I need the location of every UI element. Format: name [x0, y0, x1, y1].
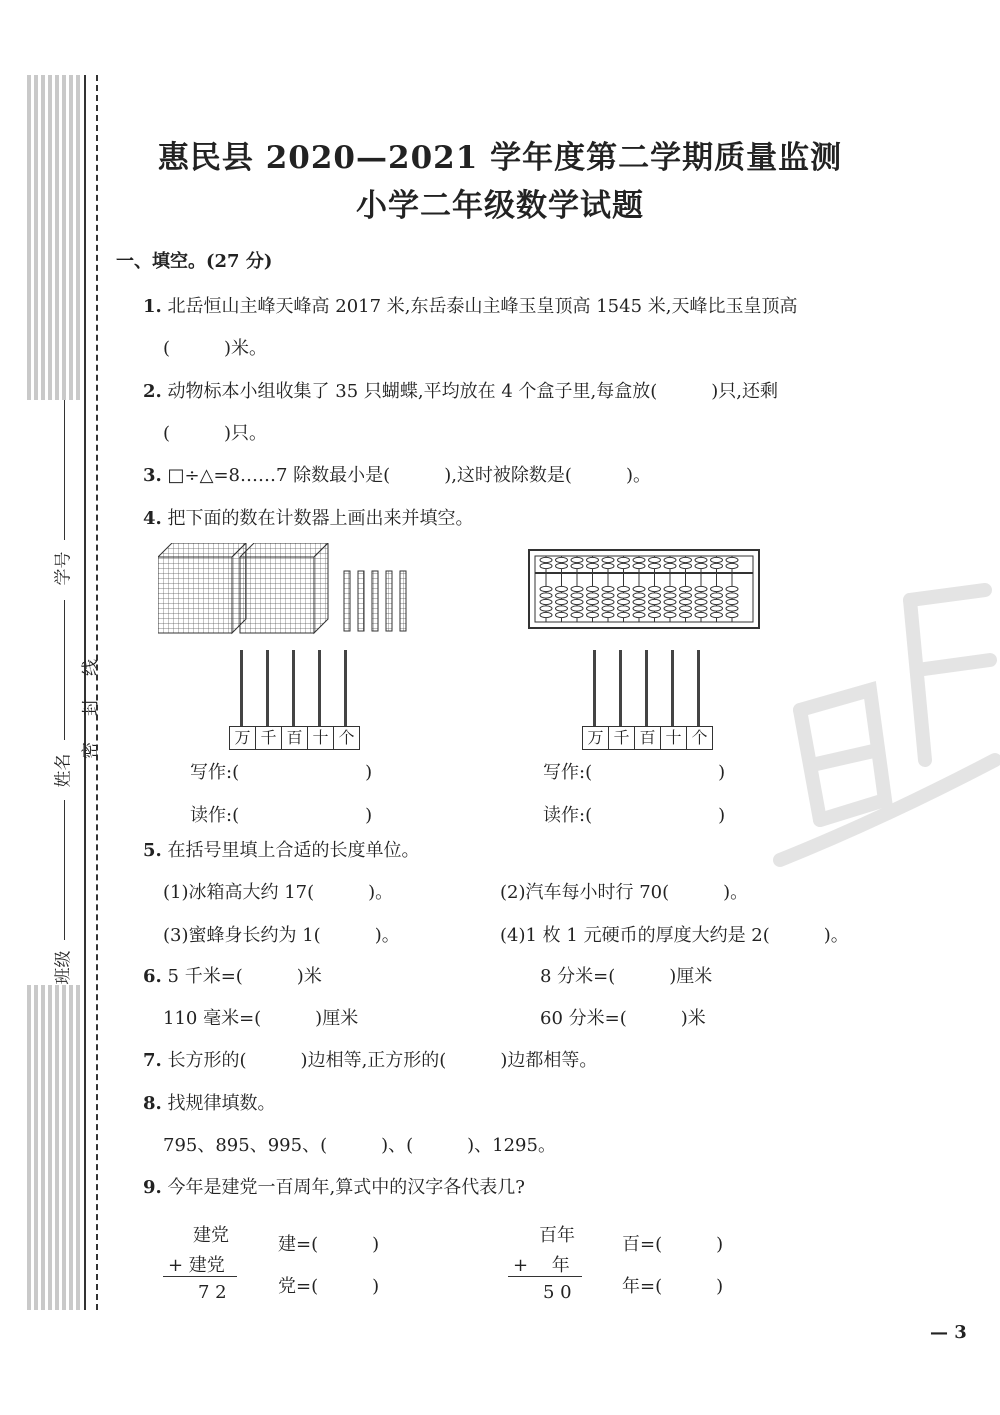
- watermark-logo: [760, 560, 1000, 880]
- question-number: 6.: [143, 966, 162, 987]
- answer-nian: 年=( ): [622, 1276, 724, 1297]
- binding-solid-line: [84, 75, 86, 1310]
- abacus-bead: [649, 593, 661, 598]
- abacus-bead: [618, 612, 630, 617]
- abacus-bead: [556, 593, 568, 598]
- seal-char-xian: 线: [81, 659, 101, 676]
- place-ge: 个: [338, 728, 355, 747]
- abacus-bead: [649, 599, 661, 604]
- abacus-bead: [711, 612, 723, 617]
- abacus-bead: [726, 586, 738, 591]
- question-1: [143, 292, 797, 318]
- abacus-bead: [680, 599, 692, 604]
- abacus-bead: [540, 593, 552, 598]
- addition-left-sum: 7 2: [198, 1282, 227, 1303]
- abacus-bead: [726, 606, 738, 611]
- abacus-bead: [711, 606, 723, 611]
- abacus-bead: [649, 563, 661, 568]
- abacus-bead: [680, 593, 692, 598]
- abacus-bead: [726, 599, 738, 604]
- binding-dashed-line: [96, 75, 98, 1310]
- abacus-bead: [556, 586, 568, 591]
- abacus-bead: [618, 593, 630, 598]
- abacus-bead: [633, 612, 645, 617]
- hundred-block-1: [158, 543, 246, 633]
- abacus-bead: [556, 563, 568, 568]
- q6-part-b: 8 分米=( )厘米: [540, 966, 713, 987]
- counter-rod: [292, 650, 295, 726]
- abacus-bead: [695, 593, 707, 598]
- abacus-bead: [664, 563, 676, 568]
- abacus-bead: [618, 557, 630, 562]
- abacus-bead: [540, 606, 552, 611]
- counter-rod: [240, 650, 243, 726]
- answer-dang: 党=( ): [278, 1276, 380, 1297]
- margin-stripes-bottom: [27, 985, 80, 1310]
- abacus-bead: [649, 606, 661, 611]
- abacus-bead: [540, 563, 552, 568]
- abacus-bead: [726, 557, 738, 562]
- question-text: 动物标本小组收集了 35 只蝴蝶,平均放在 4 个盒子里,每盒放( )只,还剩: [167, 381, 778, 402]
- addition-left-rule: [163, 1276, 237, 1277]
- counter-rod: [593, 650, 596, 726]
- q5-part-2: (2)汽车每小时行 70( )。: [500, 882, 749, 903]
- place-shi: 十: [661, 727, 687, 749]
- q6-part-d: 60 分米=( )米: [540, 1008, 706, 1029]
- abacus-bead: [633, 557, 645, 562]
- abacus-bead: [602, 563, 614, 568]
- abacus-bead: [540, 599, 552, 604]
- question-text: □÷△=8……7 除数最小是( ),这时被除数是( )。: [167, 465, 651, 486]
- abacus-bead: [695, 557, 707, 562]
- hundred-block-2: [240, 543, 328, 633]
- q6-part-a: 5 千米=( )米: [167, 966, 322, 987]
- abacus-bead: [602, 612, 614, 617]
- abacus-bead: [571, 606, 583, 611]
- abacus-bead: [571, 563, 583, 568]
- question-2-line2: ( )只。: [163, 423, 268, 444]
- place-qian: 千: [256, 727, 282, 749]
- counter-rod: [671, 650, 674, 726]
- addition-right-top: 百年: [539, 1225, 575, 1246]
- place-wan: 万: [583, 727, 609, 749]
- base-ten-blocks-illustration: [158, 543, 428, 635]
- abacus-bead: [680, 557, 692, 562]
- abacus-bead: [618, 599, 630, 604]
- abacus-bead: [556, 606, 568, 611]
- abacus-bead: [711, 557, 723, 562]
- ten-rods: [344, 571, 406, 631]
- left-read-answer: 读作:( ): [190, 805, 373, 826]
- q5-part-4: (4)1 枚 1 元硬币的厚度大约是 2( )。: [500, 925, 849, 946]
- counter-rod: [266, 650, 269, 726]
- abacus-bead: [649, 557, 661, 562]
- question-3: [143, 461, 651, 487]
- abacus-bead: [711, 599, 723, 604]
- abacus-bead: [711, 586, 723, 591]
- abacus-bead: [711, 593, 723, 598]
- counter-place-labels-left: [229, 726, 360, 750]
- question-7: [143, 1046, 597, 1072]
- abacus-bead: [571, 586, 583, 591]
- question-6: [143, 962, 322, 988]
- student-id-line: [64, 400, 65, 540]
- answer-bai: 百=( ): [622, 1234, 724, 1255]
- abacus-bead: [556, 599, 568, 604]
- abacus-bead: [587, 586, 599, 591]
- right-write-answer: 写作:( ): [543, 762, 726, 783]
- abacus-bead: [587, 563, 599, 568]
- addition-right-mid: + 年: [513, 1255, 570, 1276]
- abacus-bead: [664, 606, 676, 611]
- abacus-bead: [571, 612, 583, 617]
- abacus-bead: [664, 586, 676, 591]
- page-number: — 3: [930, 1322, 967, 1343]
- question-5: [143, 836, 420, 862]
- name-line: [64, 600, 65, 740]
- question-text: 在括号里填上合适的长度单位。: [167, 840, 420, 861]
- question-number: 8.: [143, 1093, 162, 1114]
- seal-char-feng: 封: [81, 699, 101, 716]
- question-number: 4.: [143, 508, 162, 529]
- abacus-bead: [540, 612, 552, 617]
- answer-jian: 建=( ): [278, 1234, 380, 1255]
- abacus-bead: [695, 563, 707, 568]
- counter-rod: [619, 650, 622, 726]
- place-shi: 十: [308, 727, 334, 749]
- q5-part-3: (3)蜜蜂身长约为 1( )。: [163, 925, 400, 946]
- abacus-bead: [680, 586, 692, 591]
- section-heading: 一、填空。(27 分): [116, 251, 273, 272]
- question-text: 长方形的( )边相等,正方形的( )边都相等。: [167, 1050, 598, 1071]
- abacus-bead: [664, 612, 676, 617]
- abacus-bead: [664, 593, 676, 598]
- abacus-bead: [664, 557, 676, 562]
- counter-rod: [645, 650, 648, 726]
- left-write-answer: 写作:( ): [190, 762, 373, 783]
- abacus-bead: [602, 586, 614, 591]
- abacus-bead: [556, 612, 568, 617]
- abacus-bead: [726, 563, 738, 568]
- abacus-bead: [633, 593, 645, 598]
- name-label: 姓名: [53, 753, 74, 788]
- abacus-bead: [680, 612, 692, 617]
- abacus-bead: [726, 612, 738, 617]
- abacus-bead: [680, 606, 692, 611]
- abacus-bead: [695, 612, 707, 617]
- place-wan: 万: [230, 727, 256, 749]
- counter-place-labels-right: [582, 726, 713, 750]
- margin-stripes-top: [27, 75, 80, 400]
- abacus-bead: [633, 599, 645, 604]
- abacus-bead: [633, 586, 645, 591]
- abacus-illustration: [528, 549, 760, 629]
- counter-rod: [318, 650, 321, 726]
- q5-part-1: (1)冰箱高大约 17( )。: [163, 882, 394, 903]
- question-4: [143, 504, 474, 530]
- abacus-bead: [664, 599, 676, 604]
- question-2: [143, 377, 778, 403]
- abacus-bead: [649, 586, 661, 591]
- abacus-bead: [540, 557, 552, 562]
- abacus-bead: [618, 586, 630, 591]
- q6-part-c: 110 毫米=( )厘米: [163, 1008, 359, 1029]
- abacus-bead: [695, 586, 707, 591]
- counter-rod: [344, 650, 347, 726]
- abacus-bead: [695, 599, 707, 604]
- abacus-bead: [540, 586, 552, 591]
- abacus-bead: [618, 606, 630, 611]
- question-number: 9.: [143, 1177, 162, 1198]
- addition-right-sum: 5 0: [543, 1282, 572, 1303]
- place-bai: 百: [282, 727, 308, 749]
- question-9: [143, 1173, 525, 1199]
- abacus-bead: [571, 599, 583, 604]
- abacus-bead: [633, 563, 645, 568]
- page-title-line2: 小学二年级数学试题: [356, 188, 644, 224]
- abacus-bead: [680, 563, 692, 568]
- question-number: 2.: [143, 381, 162, 402]
- student-id-label: 学号: [53, 551, 74, 586]
- abacus-bead: [649, 612, 661, 617]
- abacus-bead: [587, 606, 599, 611]
- abacus-bead: [711, 563, 723, 568]
- abacus-bead: [571, 557, 583, 562]
- class-label: 班级: [53, 950, 74, 985]
- addition-left-mid: + 建党: [168, 1255, 225, 1276]
- abacus-bead: [618, 563, 630, 568]
- q8-sequence: 795、895、995、( )、( )、1295。: [163, 1135, 556, 1156]
- question-text: 今年是建党一百周年,算式中的汉字各代表几?: [167, 1177, 525, 1198]
- abacus-bead: [602, 557, 614, 562]
- abacus-bead: [556, 557, 568, 562]
- abacus-bead: [587, 593, 599, 598]
- abacus-bead: [726, 593, 738, 598]
- addition-left-top: 建党: [193, 1225, 229, 1246]
- question-1-line2: ( )米。: [163, 338, 268, 359]
- place-ge: 个: [691, 728, 708, 747]
- abacus-bead: [571, 593, 583, 598]
- question-text: 把下面的数在计数器上画出来并填空。: [167, 508, 474, 529]
- seal-char-mi: 密: [81, 742, 101, 759]
- abacus-bead: [602, 606, 614, 611]
- abacus-bead: [633, 606, 645, 611]
- counter-rod: [697, 650, 700, 726]
- question-number: 5.: [143, 840, 162, 861]
- question-text: 北岳恒山主峰天峰高 2017 米,东岳泰山主峰玉皇顶高 1545 米,天峰比玉皇顶高: [167, 296, 798, 317]
- class-line: [64, 800, 65, 940]
- abacus-bead: [587, 557, 599, 562]
- question-number: 1.: [143, 296, 162, 317]
- right-read-answer: 读作:( ): [543, 805, 726, 826]
- place-qian: 千: [609, 727, 635, 749]
- question-number: 3.: [143, 465, 162, 486]
- abacus-bead: [587, 599, 599, 604]
- abacus-bead: [695, 606, 707, 611]
- place-bai: 百: [635, 727, 661, 749]
- abacus-bead: [587, 612, 599, 617]
- page-title-line1: 惠民县 2020—2021 学年度第二学期质量监测: [157, 140, 843, 176]
- abacus-bead: [602, 593, 614, 598]
- addition-right-rule: [508, 1276, 582, 1277]
- question-text: 找规律填数。: [167, 1093, 276, 1114]
- question-number: 7.: [143, 1050, 162, 1071]
- abacus-bead: [602, 599, 614, 604]
- question-8: [143, 1089, 276, 1115]
